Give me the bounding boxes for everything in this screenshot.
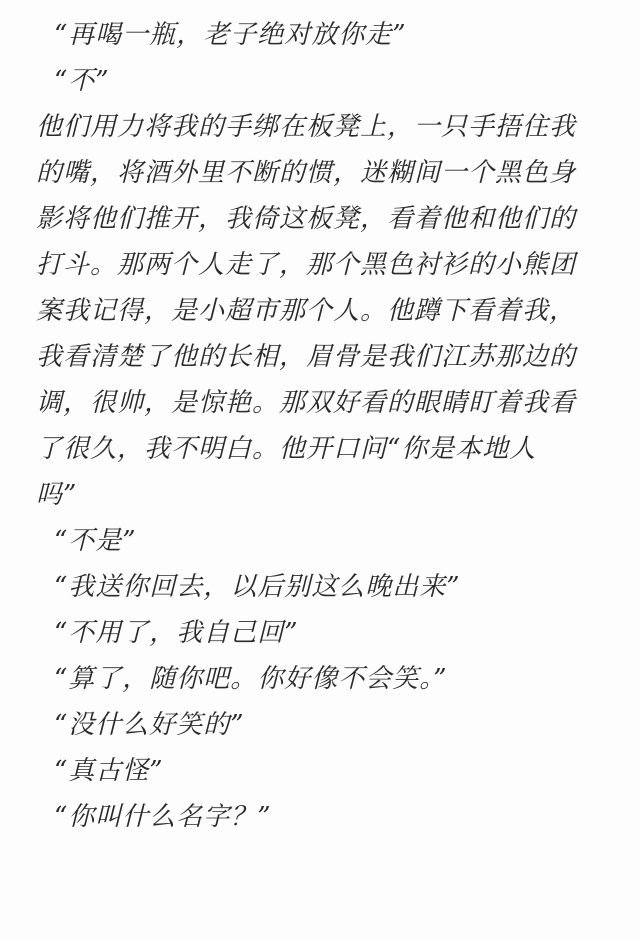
text-line: 他们用力将我的手绑在板凳上，一只手捂住我 <box>36 112 577 142</box>
text-line: 的嘴，将酒外里不断的惯，迷糊间一个黑色身 <box>36 158 577 188</box>
text-line: “不是” <box>54 526 137 556</box>
text-line: “不用了，我自己回” <box>54 618 299 648</box>
text-line: 打斗。那两个人走了，那个黑色衬衫的小熊团 <box>36 250 577 280</box>
text-line: “你叫什么名字？” <box>54 802 272 832</box>
text-line: “没什么好笑的” <box>54 710 245 740</box>
text-line: “真古怪” <box>54 756 164 786</box>
text-line: “不” <box>54 66 110 96</box>
text-line: 调，很帅，是惊艳。那双好看的眼睛盯着我看 <box>36 388 577 418</box>
text-line: 影将他们推开，我倚这板凳，看着他和他们的 <box>36 204 577 234</box>
text-line: 了很久，我不明白。他开口问“你是本地人 <box>36 434 537 464</box>
text-line: 我看清楚了他的长相，眉骨是我们江苏那边的 <box>36 342 577 372</box>
text-line: 吗” <box>36 480 78 510</box>
text-line: “再喝一瓶，老子绝对放你走” <box>54 20 407 50</box>
text-line: “算了，随你吧。你好像不会笑。” <box>54 664 448 694</box>
text-line: 案我记得，是小超市那个人。他蹲下看着我， <box>36 296 577 326</box>
text-line: “我送你回去，以后别这么晚出来” <box>54 572 461 602</box>
